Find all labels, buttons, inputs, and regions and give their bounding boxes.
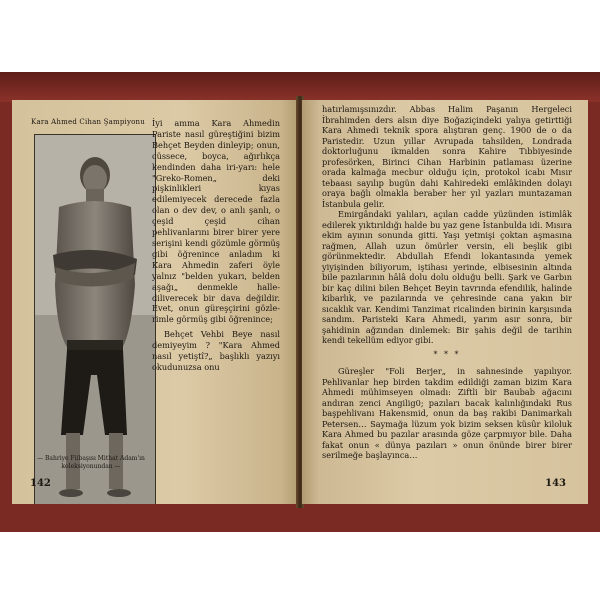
right-paragraph-3: Güreşler "Foli Berjer„ in sahnesinde yapılıyor. Pehlivanlar hep birden takdim edildiği zaman bizim Kara Ahmedi mühimseyen olmadı: Ziftli bir Baubab ağacını andıran zenci Angilig0; pazıları bacak kalınlığındaki Rus başpehlivanı Hakensmid, onun da baş rakibi Danimarkalı Petersen… Saymağa lüzum yok bizim seksen küsûr kiloluk Kara Ahmed bu pazılar arasında göze çarpmıyor bile. Daha fakat onun « dünya pazıları » onun önünde birer birer serilmeğe başlayınca… — [322, 366, 572, 460]
photo-header-caption: Kara Ahmed Cihan Şampiyonu — [31, 118, 145, 126]
left-body-text — [152, 118, 280, 373]
right-paragraph-1: hatırlamışsınızdır. Abbas Halim Paşanın Hergeleci İbrahimden ders alsın diye Boğaziçindeki yalıya getirttiği Kara Ahmedi teknik spora alıştıran genç. 1900 de o da Paristedir. Uzun yıllar Avrupada tahsilden, Londrada doktorluğunu ikmalden sonra Kahire Tıbbiyesinde profesörken, Birinci Cihan Harbinin patlaması üzerine orada kalmağa mecbur olduğu için, protokol icabı Mısır tebaası sayılıp bugün dahi Kahiredeki emlâkinden dolayı oraya bağlı olmakla beraber her yıl yazları muntazaman İstanbula gelir. — [322, 104, 572, 209]
left-paragraph-1: İyi amma Kara Ahmedin Pariste nasıl güreştiğini bizim Behçet Beyden dinleyip; onun, cüssece, boyca, ağırlıkça kendinden daha iri-yarı: hele "Greko-Romen„ deki pişkinlikleri kıyas edilemiyecek derecede fazla olan o dev dev, o anlı şanlı, o çeşid çeşid cihan pehlivanlarını birer birer yere serişini kendi gözümle görmüş gibi öğrenince anladım ki Kara Ahmedin zaferi öyle yalnız "belden yukarı, belden aşağı„ denmekle halle-diliverecek bir dava değildir. Evet, onun güreşçirini gözle-rimle görmüş gibi öğrenince; — [152, 118, 280, 325]
left-page — [12, 100, 298, 504]
right-paragraph-2: Emirgândaki yalıları, açılan cadde yüzünden istimlâk edilerek yıktırıldığı halde bu yaz gene İstanbulda idi. Mısıra ekim ayının sonunda gitti. Yaşı yetmişi çoktan aşmasına rağmen, Allah uzun ömürler versin, eli beşlik gibi görünmektedir. Abdullah Efendi lokantasında yemek yiyişinden biliyorum, iştihası yerinde, elbisesinin altında bile pazılarının hâlâ dolu dolu olduğu belli. Şark ve Garbın bir kaç dilini bilen Behçet Beyin tavrında efendilik, halinde kibarlık, ve pazılarında ve çehresinde cana yakın bir sıcaklık var. Kendimi Tanzimat ricalinden birinin karşısında sandım. Paristeki Kara Ahmedi, yarım asır sonra, bir şahidinin ağzından dinlemek: Bir şahis değil de tarihin kendi tekellüm ediyor gibi. — [322, 209, 572, 345]
right-page — [302, 100, 588, 504]
section-divider: * * * — [433, 349, 461, 359]
photo-bottom-caption: — Bahriye Fiibaşısı Mithat Adam'ın koleksiyonundan — — [37, 455, 145, 470]
left-page-number: 142 — [30, 478, 51, 489]
right-page-number: 143 — [545, 478, 566, 489]
wrestler-illustration — [35, 135, 155, 504]
wrestler-photo — [34, 134, 156, 504]
right-body-text — [322, 104, 572, 461]
left-paragraph-2: Behçet Vehbi Beye nasıl demiyeyim ? "Kara Ahmed nasıl yetiştî?„ başlıklı yazıyı okudunuzsa onu — [152, 329, 280, 372]
